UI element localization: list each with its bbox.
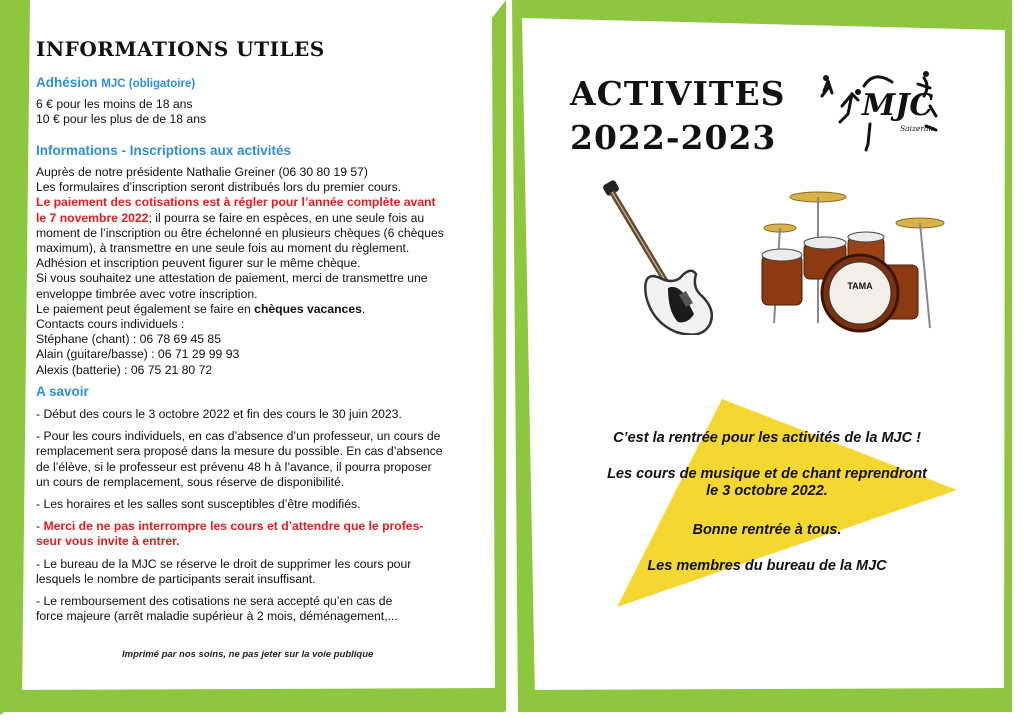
signature-message: Les membres du bureau de la MJC (647, 558, 887, 574)
payment-deadline-line: Le paiement des cotisations est à régler pour l’année complète avant (36, 195, 436, 210)
text-line: remplacement sera proposé dans la mesure du possible. En cas d’absence (36, 444, 443, 459)
a-savoir-title: A savoir (36, 384, 89, 399)
text-line: un cours de remplacement, sous réserve de disponibilité. (36, 474, 345, 489)
adhesion-title-small: MJC (obligatoire) (101, 78, 196, 90)
a-savoir-text (36, 407, 496, 624)
contact-line: Alexis (batterie) : 06 75 21 80 72 (36, 362, 213, 377)
right-green-border-bottom (518, 688, 1012, 712)
text-line: moment de l’inscription ou être échelonné en plusieurs chèques (6 chèques (36, 225, 444, 240)
text-line: - Le bureau de la MJC se réserve le droit de supprimer les cours pour (36, 556, 412, 571)
adhesion-title-main: Adhésion (36, 75, 98, 90)
text-line: seur vous invite à entrer. (36, 534, 180, 549)
text-line: Contacts cours individuels : (36, 317, 185, 332)
text-line: - Le remboursement des cotisations ne sera accepté qu’en cas de (36, 594, 393, 609)
text-fragment: Le paiement peut également se faire en (36, 301, 251, 316)
text-line: de l’élève, si le professeur est prévenu 48 h à l’avance, il pourra proposer (36, 459, 432, 474)
left-green-border-bottom (0, 688, 505, 712)
info-paragraph (36, 594, 496, 624)
info-paragraph-red (36, 519, 496, 549)
deadline-date: le 7 novembre 2022 (36, 210, 149, 225)
reprise-message (552, 466, 982, 500)
informations-panel (22, 22, 492, 690)
adhesion-prices (36, 97, 496, 127)
text-fragment: Merci de ne pas interrompre les cours et d’attendre que le profes- (43, 519, 424, 534)
drum-brand: TAMA (847, 281, 873, 291)
season-title: 2022-2023 (570, 118, 777, 157)
contact-line: Stéphane (chant) : 06 78 69 45 85 (36, 332, 221, 347)
text-line (36, 302, 496, 317)
text-line: Si vous souhaitez une attestation de paiement, merci de transmettre une (36, 271, 428, 286)
right-green-border-right (1004, 0, 1012, 712)
reprise-line-1: Les cours de musique et de chant reprendront (607, 466, 927, 482)
contact-line: Alain (guitare/basse) : 06 71 29 99 93 (36, 347, 240, 362)
info-paragraph: - Les horaires et les salles sont susceptibles d’être modifiés. (36, 497, 361, 512)
text-fragment: ; il pourra se faire en espèces, en une seule fois au (148, 210, 425, 225)
price-line: 10 € pour les plus de de 18 ans (36, 112, 207, 127)
text-line: enveloppe timbrée avec votre inscription. (36, 286, 258, 301)
informations-title: INFORMATIONS UTILES (36, 37, 325, 61)
logo-subtitle: Saizerais (900, 124, 935, 133)
right-green-border-top (512, 0, 1012, 30)
bonne-rentree-message: Bonne rentrée à tous. (692, 522, 842, 538)
text-line: maximum), à transmettre en une seule fois au moment du règlement. (36, 241, 410, 256)
activites-panel (532, 30, 1002, 690)
text-line: - Pour les cours individuels, en cas d’absence d’un professeur, un cours de (36, 429, 441, 444)
inscriptions-title: Informations - Inscriptions aux activités (36, 143, 292, 158)
info-paragraph (36, 429, 496, 490)
text-line: Les formulaires d’inscription seront distribués lors du premier cours. (36, 180, 402, 195)
text-line: force majeure (arrêt maladie supérieur à 2 mois, déménagement,... (36, 609, 398, 624)
text-line: lesquels le nombre de participants serait insuffisant. (36, 571, 316, 586)
cheques-vacances: chèques vacances (254, 301, 362, 316)
reprise-line-2: le 3 octobre 2022. (706, 483, 828, 499)
logo-text: MJC (862, 88, 934, 123)
mjc-logo (814, 66, 944, 161)
info-paragraph: - Début des cours le 3 octobre 2022 et fin des cours le 30 juin 2023. (36, 407, 402, 421)
footer-note: Imprimé par nos soins, ne pas jeter sur la voie publique (122, 649, 374, 660)
activites-title: ACTIVITES (570, 74, 786, 113)
bass-guitar-icon (602, 180, 717, 335)
text-fragment: . (361, 301, 366, 316)
text-line: Auprès de notre présidente Nathalie Greiner (06 30 80 19 57) (36, 165, 368, 179)
text-fragment: - (36, 519, 44, 534)
price-line: 6 € pour les moins de 18 ans (36, 97, 193, 111)
inscriptions-text (36, 165, 496, 378)
adhesion-title (36, 75, 195, 90)
yellow-triangle-shape (572, 395, 972, 615)
text-line (36, 211, 496, 226)
text-line: Adhésion et inscription peuvent figurer sur le même chèque. (36, 256, 361, 271)
rentree-message: C’est la rentrée pour les activités de la MJC ! (613, 430, 921, 446)
drum-kit-icon (760, 183, 955, 343)
info-paragraph (36, 557, 496, 587)
text-line (36, 519, 496, 534)
